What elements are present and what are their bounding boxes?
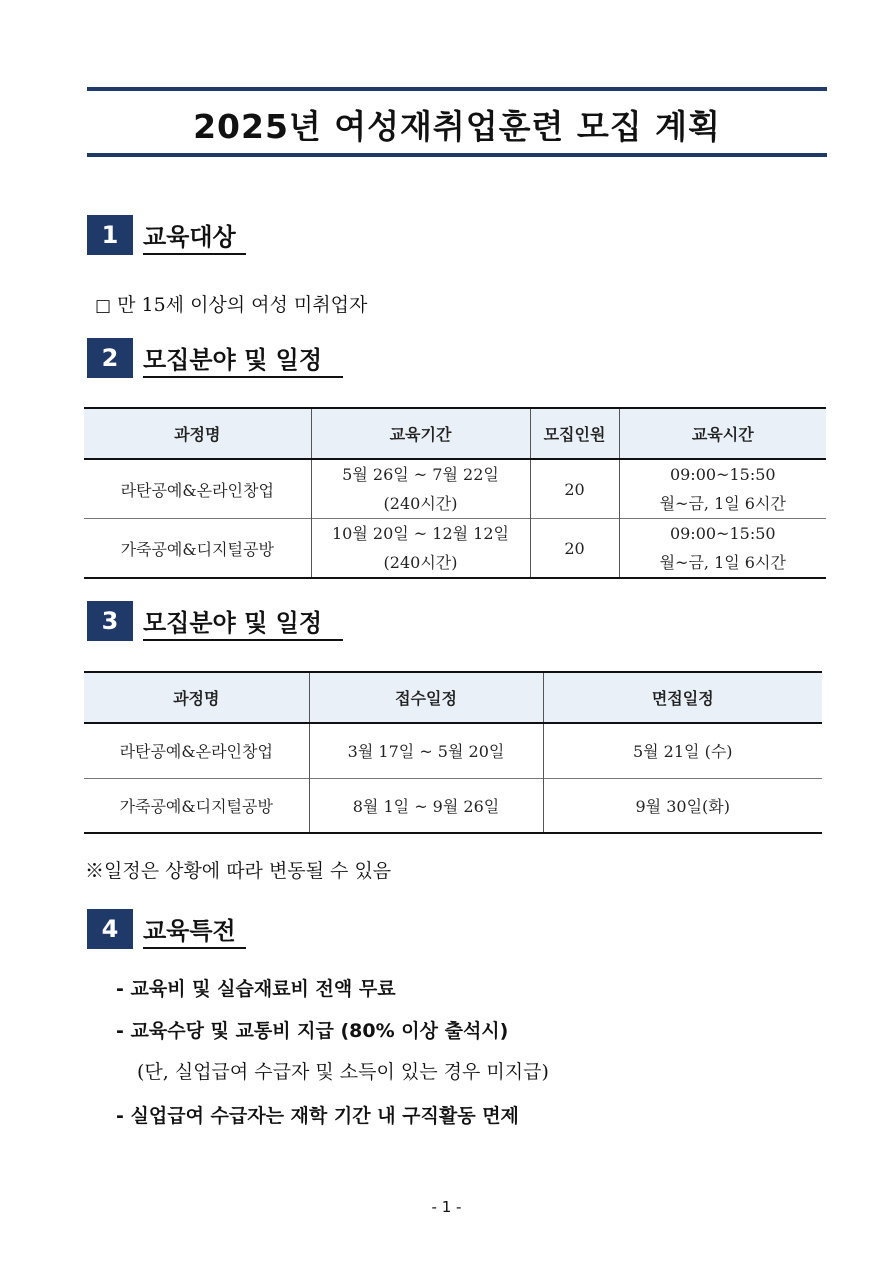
period-dates: 5월 26일 ~ 7월 22일 bbox=[342, 465, 499, 484]
section-number: 1 bbox=[87, 215, 133, 255]
benefit-item: - 교육수당 및 교통비 지급 (80% 이상 출석시) bbox=[116, 1020, 509, 1042]
apply-period: 8월 1일 ~ 9월 26일 bbox=[309, 778, 543, 833]
apply-period: 3월 17일 ~ 5월 20일 bbox=[309, 723, 543, 778]
checkbox-icon: □ bbox=[95, 296, 112, 316]
section-underline bbox=[143, 947, 246, 949]
period-hours: (240시간) bbox=[383, 494, 458, 513]
column-header: 과정명 bbox=[84, 672, 309, 723]
course-name: 라탄공예&온라인창업 bbox=[84, 459, 311, 519]
table-header-row bbox=[84, 408, 826, 459]
schedule-table bbox=[84, 407, 826, 579]
target-line bbox=[95, 290, 367, 317]
course-name: 가죽공예&디지털공방 bbox=[84, 778, 309, 833]
time-range: 09:00~15:50 bbox=[669, 465, 776, 484]
table-row bbox=[84, 459, 826, 519]
section-underline bbox=[143, 253, 246, 255]
course-count: 20 bbox=[530, 459, 619, 519]
table-row bbox=[84, 519, 826, 579]
column-header: 과정명 bbox=[84, 408, 311, 459]
section-number: 3 bbox=[87, 601, 133, 641]
interview-date: 9월 30일(화) bbox=[635, 796, 730, 816]
benefit-item: - 교육비 및 실습재료비 전액 무료 bbox=[116, 978, 396, 1000]
table-row bbox=[84, 778, 822, 833]
application-table bbox=[84, 671, 822, 834]
column-header: 교육시간 bbox=[619, 408, 826, 459]
course-name: 라탄공예&온라인창업 bbox=[84, 723, 309, 778]
time-days: 월~금, 1일 6시간 bbox=[659, 494, 786, 513]
section-label: 교육대상 bbox=[143, 223, 236, 251]
period-hours: (240시간) bbox=[383, 553, 458, 572]
column-header: 접수일정 bbox=[309, 672, 543, 723]
table-header-row bbox=[84, 672, 822, 723]
section-number: 4 bbox=[87, 909, 133, 949]
page-number: - 1 - bbox=[431, 1198, 462, 1216]
course-count: 20 bbox=[530, 519, 619, 579]
title-rule-top bbox=[87, 87, 827, 91]
section-label: 모집분야 및 일정 bbox=[143, 609, 322, 637]
period-dates: 10월 20일 ~ 12월 12일 bbox=[331, 524, 509, 543]
title-rule-bottom bbox=[87, 153, 827, 157]
course-period bbox=[311, 459, 530, 519]
course-time bbox=[619, 459, 826, 519]
interview-date: 5월 21일 (수) bbox=[632, 742, 733, 762]
table-row bbox=[84, 723, 822, 778]
time-days: 월~금, 1일 6시간 bbox=[659, 553, 786, 572]
course-time bbox=[619, 519, 826, 579]
section-underline bbox=[143, 639, 343, 641]
course-period bbox=[311, 519, 530, 579]
section-number: 2 bbox=[87, 338, 133, 378]
section-label: 교육특전 bbox=[143, 917, 236, 945]
schedule-note: ※일정은 상황에 따라 변동될 수 있음 bbox=[85, 860, 392, 882]
time-range: 09:00~15:50 bbox=[669, 524, 776, 543]
column-header: 모집인원 bbox=[530, 408, 619, 459]
target-text: 만 15세 이상의 여성 미취업자 bbox=[117, 294, 368, 316]
title-bar bbox=[87, 87, 827, 157]
column-header: 교육기간 bbox=[311, 408, 530, 459]
column-header: 면접일정 bbox=[543, 672, 822, 723]
course-name: 가죽공예&디지털공방 bbox=[84, 519, 311, 579]
benefit-item: - 실업급여 수급자는 재학 기간 내 구직활동 면제 bbox=[116, 1105, 519, 1127]
section-underline bbox=[143, 376, 343, 378]
section-label: 모집분야 및 일정 bbox=[143, 346, 322, 374]
page-title: 2025년 여성재취업훈련 모집 계획 bbox=[193, 107, 721, 146]
benefit-note: (단, 실업급여 수급자 및 소득이 있는 경우 미지급) bbox=[137, 1061, 549, 1083]
